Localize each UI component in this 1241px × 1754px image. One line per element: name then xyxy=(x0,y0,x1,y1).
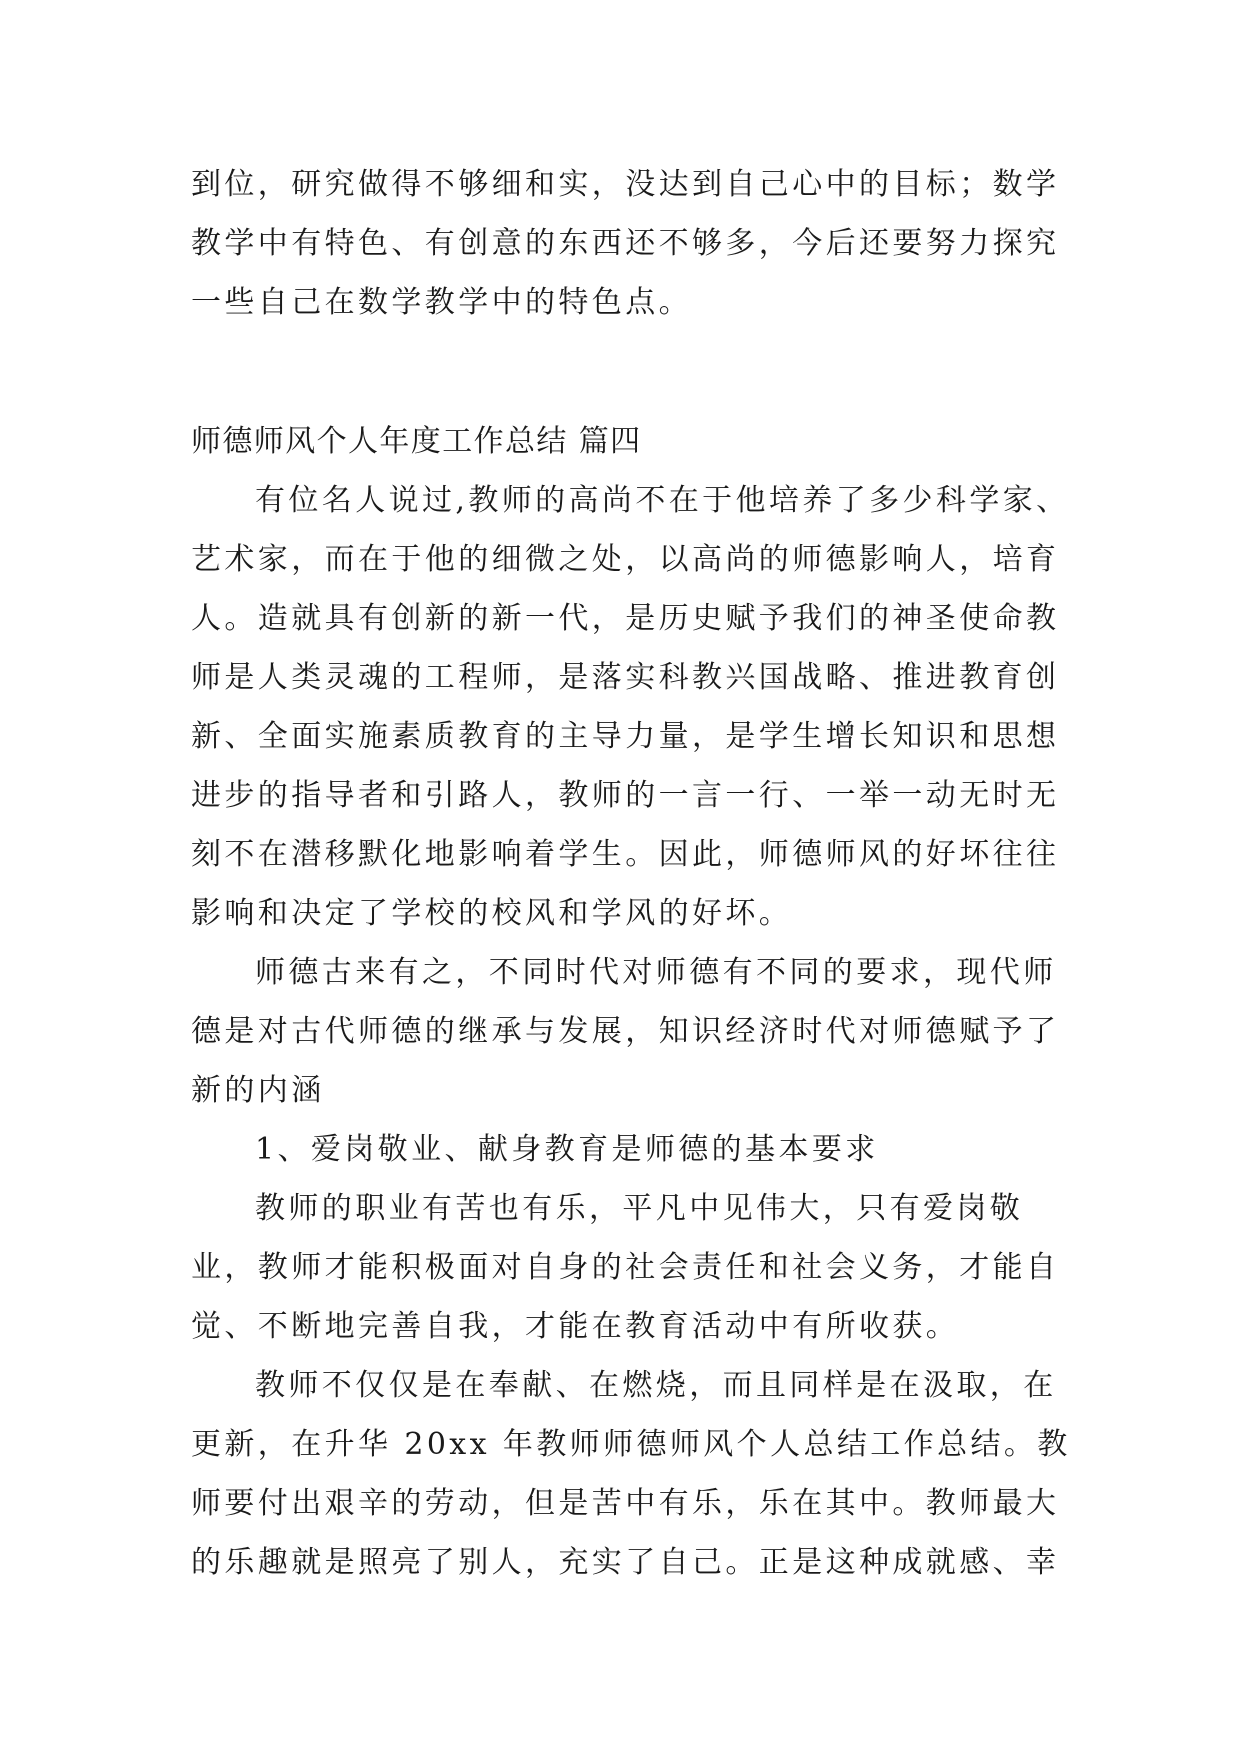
continuation-paragraph: 到位，研究做得不够细和实，没达到自己心中的目标；数学教学中有特色、有创意的东西还不够多，今后还要努力探究一些自己在数学教学中的特色点。 xyxy=(191,167,1060,320)
body-paragraph: 教师不仅仅是在奉献、在燃烧，而且同样是在汲取，在更新，在升华 20xx 年教师师德师风个人总结工作总结。教师要付出艰辛的劳动，但是苦中有乐，乐在其中。教师最大的乐趣就是照亮了别人，充实了自己。正是这种成就感、幸 xyxy=(191,1368,1071,1580)
body-paragraph: 有位名人说过,教师的高尚不在于他培养了多少科学家、艺术家，而在于他的细微之处，以高尚的师德影响人，培育人。造就具有创新的新一代，是历史赋予我们的神圣使命教师是人类灵魂的工程师，是落实科教兴国战略、推进教育创新、全面实施素质教育的主导力量，是学生增长知识和思想进步的指导者和引路人，教师的一言一行、一举一动无时无刻不在潜移默化地影响着学生。因此，师德师风的好坏往往影响和决定了学校的校风和学风的好坏。 xyxy=(191,483,1070,931)
document-body xyxy=(191,155,1071,1592)
body-paragraph: 师德古来有之，不同时代对师德有不同的要求，现代师德是对古代师德的继承与发展，知识经济时代对师德赋予了新的内涵 xyxy=(191,955,1060,1108)
section-heading: 师德师风个人年度工作总结 篇四 xyxy=(191,424,642,459)
list-heading: 1、爱岗敬业、献身教育是师德的基本要求 xyxy=(255,1132,879,1167)
body-paragraph: 教师的职业有苦也有乐，平凡中见伟大，只有爱岗敬业，教师才能积极面对自身的社会责任和社会义务，才能自觉、不断地完善自我，才能在教育活动中有所收获。 xyxy=(191,1191,1060,1344)
section-gap xyxy=(191,332,1071,412)
